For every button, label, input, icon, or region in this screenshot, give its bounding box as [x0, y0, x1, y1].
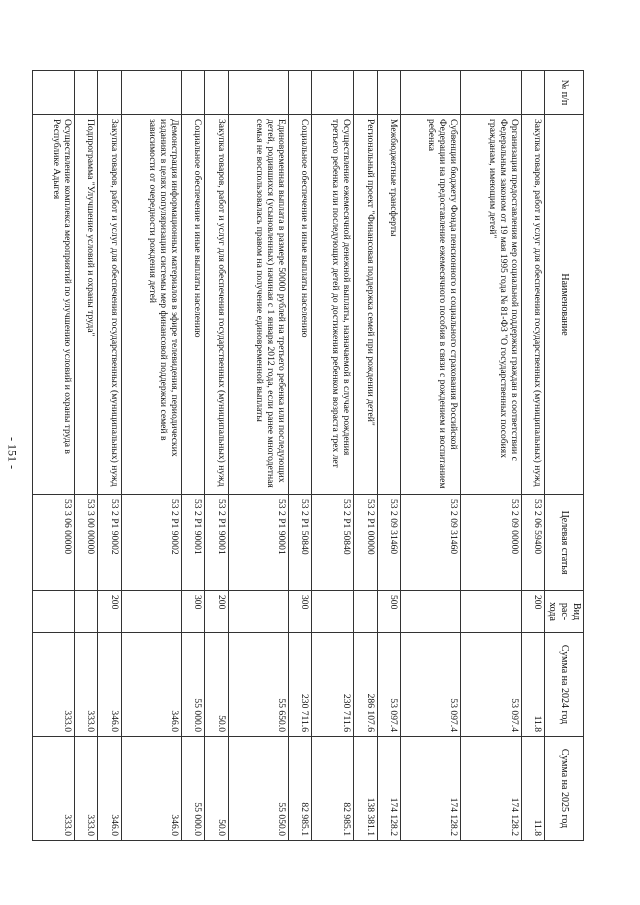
cell-num	[33, 71, 75, 115]
cell-code: 53 2 P1 50840	[289, 495, 312, 591]
cell-sum-2024: 333.0	[74, 633, 97, 737]
cell-code: 53 2 P1 50840	[312, 495, 354, 591]
cell-name: Региональный проект "Финансовая поддержка семей при рождении детей"	[354, 115, 377, 495]
cell-sum-2024: 346.0	[121, 633, 181, 737]
table-row	[401, 71, 461, 841]
cell-name: Единовременная выплата в размере 50000 рублей на третьего ребенка или последующих детей, родившихся (усыновленных) начиная с 1 января 2012 года, если ранее многодетная семья не воспользовалась правом на получение единовременной выплаты	[228, 115, 288, 495]
cell-num	[228, 71, 288, 115]
header-sum-2024: Сумма на 2024 год	[545, 633, 584, 737]
cell-num	[461, 71, 521, 115]
cell-type	[121, 591, 181, 633]
cell-code: 53 3 06 00000	[33, 495, 75, 591]
header-num: № п/п	[545, 71, 584, 115]
cell-sum-2025: 346.0	[121, 737, 181, 841]
cell-sum-2025: 82 985.1	[312, 737, 354, 841]
table-row	[74, 71, 97, 841]
cell-sum-2025: 82 985.1	[289, 737, 312, 841]
table-row	[228, 71, 288, 841]
cell-sum-2024: 53 097.4	[377, 633, 400, 737]
cell-name: Закупка товаров, работ и услуг для обеспечения государственных (муниципальных) нужд	[205, 115, 228, 495]
cell-type	[33, 591, 75, 633]
cell-sum-2025: 333.0	[74, 737, 97, 841]
cell-sum-2025: 346.0	[98, 737, 121, 841]
cell-sum-2024: 230 711.6	[312, 633, 354, 737]
header-row	[545, 71, 584, 841]
cell-code: 53 2 P1 90002	[121, 495, 181, 591]
table-row	[121, 71, 181, 841]
table-row	[289, 71, 312, 841]
cell-type	[354, 591, 377, 633]
cell-name: Межбюджетные трансферты	[377, 115, 400, 495]
table-row	[377, 71, 400, 841]
header-name: Наименование	[545, 115, 584, 495]
cell-name: Закупка товаров, работ и услуг для обеспечения государственных (муниципальных) нужд	[98, 115, 121, 495]
cell-sum-2024: 230 711.6	[289, 633, 312, 737]
cell-sum-2025: 11.8	[521, 737, 544, 841]
cell-sum-2025: 138 381.1	[354, 737, 377, 841]
cell-num	[377, 71, 400, 115]
cell-code: 53 3 00 00000	[74, 495, 97, 591]
cell-sum-2025: 174 128.2	[377, 737, 400, 841]
cell-num	[521, 71, 544, 115]
cell-code: 53 2 P1 90002	[98, 495, 121, 591]
cell-num	[98, 71, 121, 115]
header-type: Вид рас- хода	[545, 591, 584, 633]
cell-sum-2024: 55 650.0	[228, 633, 288, 737]
page-number-text: - 151 -	[5, 436, 20, 469]
header-sum-2025: Сумма на 2025 год	[545, 737, 584, 841]
cell-sum-2024: 53 097.4	[461, 633, 521, 737]
cell-sum-2025: 55 000.0	[181, 737, 204, 841]
table-row	[181, 71, 204, 841]
cell-num	[401, 71, 461, 115]
cell-type	[74, 591, 97, 633]
cell-sum-2025: 55 050.0	[228, 737, 288, 841]
page-number	[0, 0, 24, 905]
cell-sum-2024: 50.0	[205, 633, 228, 737]
cell-type: 300	[181, 591, 204, 633]
cell-num	[354, 71, 377, 115]
cell-name: Закупка товаров, работ и услуг для обеспечения государственных (муниципальных) нужд	[521, 115, 544, 495]
cell-sum-2025: 50.0	[205, 737, 228, 841]
cell-type: 500	[377, 591, 400, 633]
cell-sum-2024: 286 107.6	[354, 633, 377, 737]
cell-num	[205, 71, 228, 115]
cell-type	[401, 591, 461, 633]
table-row	[312, 71, 354, 841]
budget-sheet	[32, 70, 584, 840]
cell-name: Демонстрация информационных материалов в эфире телевидения, периодических изданиях в целях популяризации системы мер финансовой поддержки семей в зависимости от очередности рождения детей	[121, 115, 181, 495]
cell-sum-2025: 174 128.2	[401, 737, 461, 841]
table-row	[354, 71, 377, 841]
cell-type: 300	[289, 591, 312, 633]
table-body	[33, 71, 545, 841]
cell-type	[461, 591, 521, 633]
table-row	[33, 71, 75, 841]
cell-name: Субвенции бюджету Фонда пенсионного и социального страхования Российской Федерации на предоставление ежемесячного пособия в связи с рождением и воспитанием ребенка	[401, 115, 461, 495]
cell-code: 53 2 P1 90001	[228, 495, 288, 591]
budget-table	[32, 70, 584, 841]
table-header	[545, 71, 584, 841]
cell-code: 53 2 P1 90001	[205, 495, 228, 591]
cell-name: Организация предоставления мер социальной поддержки граждан в соответствии с Федеральным законом от 19 мая 1995 года № 81-ФЗ "О государственных пособиях гражданам, имеющим детей"	[461, 115, 521, 495]
cell-code: 53 2 09 31460	[377, 495, 400, 591]
table-row	[98, 71, 121, 841]
cell-num	[312, 71, 354, 115]
cell-type: 200	[205, 591, 228, 633]
cell-name: Подпрограмма "Улучшение условий и охраны труда"	[74, 115, 97, 495]
cell-sum-2024: 11.8	[521, 633, 544, 737]
cell-code: 53 2 09 31460	[401, 495, 461, 591]
header-code: Целевая статья	[545, 495, 584, 591]
cell-sum-2025: 333.0	[33, 737, 75, 841]
cell-sum-2024: 346.0	[98, 633, 121, 737]
cell-name: Осуществление комплекса мероприятий по улучшению условий и охраны труда в Республике Адыгея	[33, 115, 75, 495]
table-row	[205, 71, 228, 841]
cell-sum-2025: 174 128.2	[461, 737, 521, 841]
cell-num	[289, 71, 312, 115]
cell-num	[121, 71, 181, 115]
cell-type	[228, 591, 288, 633]
cell-name: Социальное обеспечение и иные выплаты населению	[181, 115, 204, 495]
cell-type: 200	[521, 591, 544, 633]
cell-sum-2024: 55 000.0	[181, 633, 204, 737]
table-row	[521, 71, 544, 841]
cell-sum-2024: 333.0	[33, 633, 75, 737]
cell-num	[181, 71, 204, 115]
cell-type	[312, 591, 354, 633]
cell-type: 200	[98, 591, 121, 633]
cell-num	[74, 71, 97, 115]
table-row	[461, 71, 521, 841]
cell-sum-2024: 53 097.4	[401, 633, 461, 737]
cell-code: 53 2 09 00000	[461, 495, 521, 591]
cell-code: 53 2 P1 90001	[181, 495, 204, 591]
cell-code: 53 2 06 59400	[521, 495, 544, 591]
cell-name: Социальное обеспечение и иные выплаты населению	[289, 115, 312, 495]
cell-name: Осуществление ежемесячной денежной выплаты, назначаемой в случае рождения третьего ребенка или последующих детей до достижения ребенком возраста трех лет	[312, 115, 354, 495]
cell-code: 53 2 P1 00000	[354, 495, 377, 591]
